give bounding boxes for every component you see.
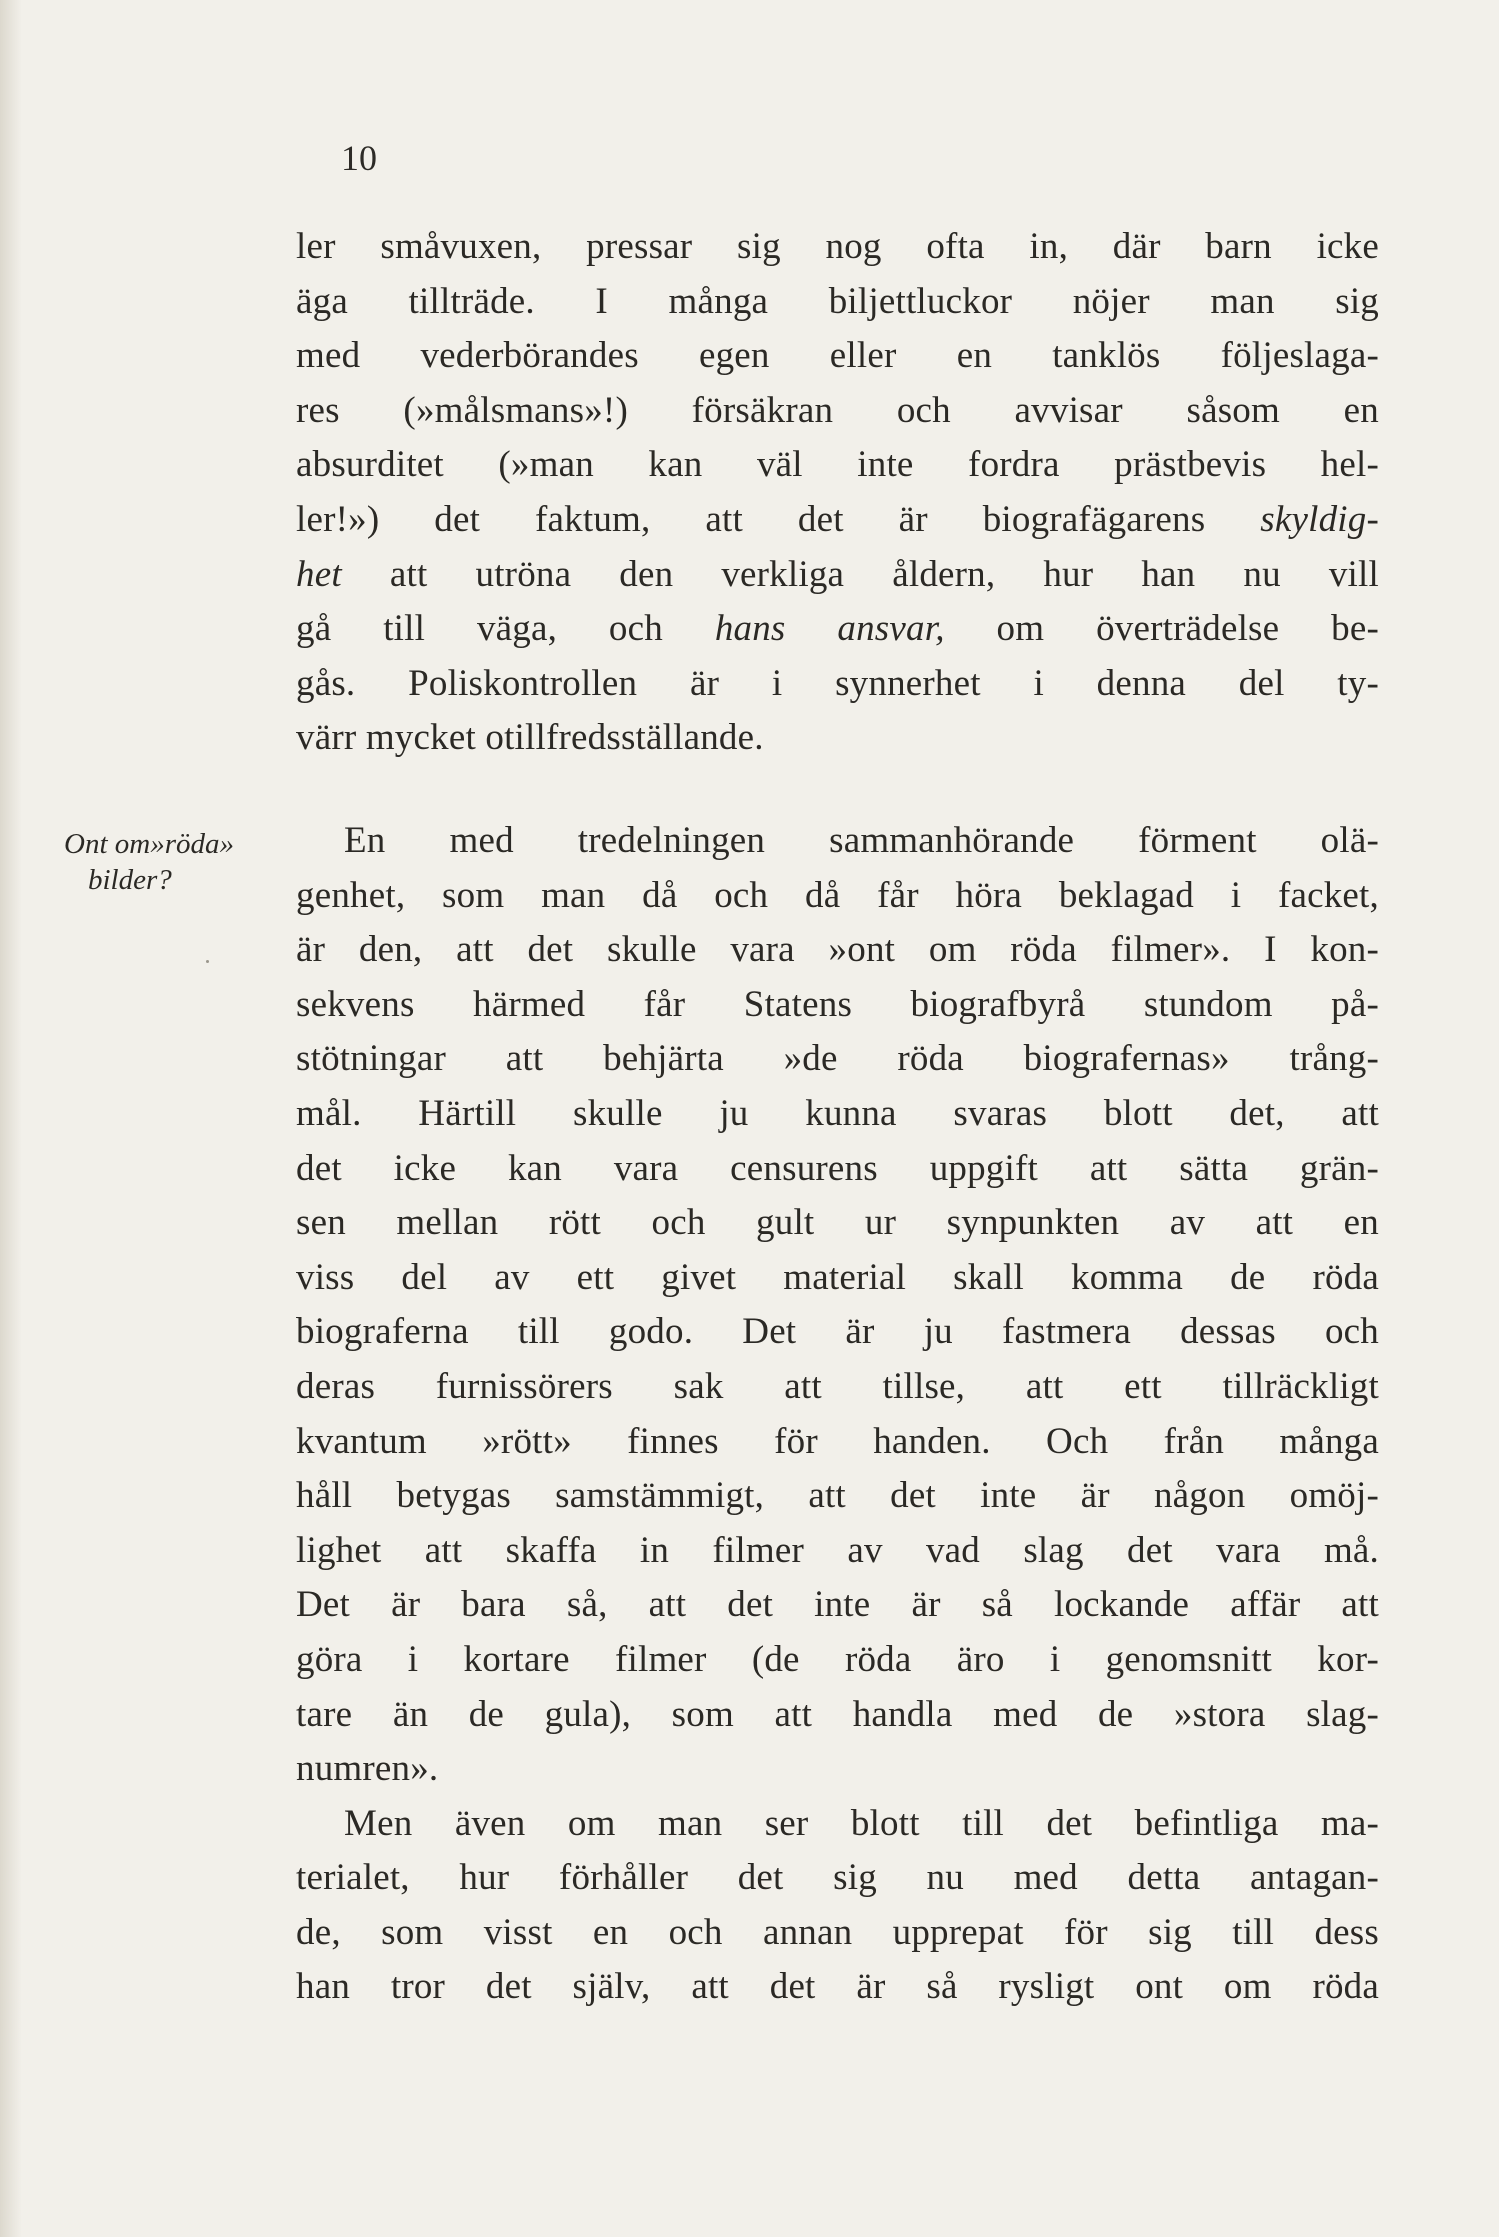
text-line: göra i kortare filmer (de röda äro i genomsnitt kor-: [296, 1638, 1379, 1680]
text-line: tare än de gula), som att handla med de »stora slag-: [296, 1693, 1379, 1735]
italic-emphasis: hans ansvar,: [714, 608, 945, 650]
text-line: det icke kan vara censurens uppgift att sätta grän-: [296, 1147, 1379, 1189]
text-run: om överträdelse be-: [944, 608, 1379, 650]
text-line: kvantum »rött» finnes för handen. Och från många: [296, 1420, 1379, 1462]
paragraph-1: [296, 220, 1379, 766]
text-line: absurditet (»man kan väl inte fordra prästbevis hel-: [296, 444, 1379, 486]
text-line: äga tillträde. I många biljettluckor nöjer man sig: [296, 280, 1379, 322]
text-line: Men även om man ser blott till det befintliga ma-: [344, 1802, 1379, 1844]
text-line: är den, att det skulle vara »ont om röda filmer». I kon-: [296, 929, 1379, 971]
text-line: En med tredelningen sammanhörande förment olä-: [344, 820, 1379, 861]
text-line: stötningar att behjärta »de röda biografernas» trång-: [296, 1038, 1379, 1080]
text-line: de, som visst en och annan upprepat för sig till dess: [296, 1911, 1379, 1953]
text-line: gås. Poliskontrollen är i synnerhet i denna del ty-: [296, 662, 1379, 704]
text-line: mål. Härtill skulle ju kunna svaras blott det, att: [296, 1092, 1379, 1134]
text-run: att utröna den verkliga åldern, hur han nu vill: [341, 553, 1379, 595]
text-line: numren».: [296, 1748, 439, 1790]
text-line: biograferna till godo. Det är ju fastmera dessas och: [296, 1311, 1379, 1353]
text-line: [296, 602, 1379, 657]
text-run: ler!») det faktum, att det är biografägarens: [296, 498, 1261, 540]
paragraph-2-and-3: [296, 814, 1379, 2015]
text-line: sekvens härmed får Statens biografbyrå stundom på-: [296, 983, 1379, 1025]
text-line: ler småvuxen, pressar sig nog ofta in, där barn icke: [296, 226, 1379, 267]
italic-emphasis: skyldig-: [1260, 498, 1379, 540]
text-line: han tror det själv, att det är så rysligt ont om röda: [296, 1966, 1379, 2008]
text-line: deras furnissörers sak att tillse, att ett tillräckligt: [296, 1365, 1379, 1407]
text-line: genhet, som man då och då får höra beklagad i facket,: [296, 874, 1379, 916]
italic-emphasis: het: [296, 553, 342, 595]
text-line: håll betygas samstämmigt, att det inte är någon omöj-: [296, 1475, 1379, 1517]
text-line: viss del av ett givet material skall komma de röda: [296, 1256, 1379, 1298]
margin-note-line: bilder?: [88, 864, 172, 896]
page-edge-shadow: [0, 0, 22, 2237]
text-line: värr mycket otillfredsställande.: [296, 717, 764, 759]
text-run: gå till väga, och: [296, 608, 715, 650]
margin-note-line: Ont om»röda»: [64, 828, 234, 860]
text-line: med vederbörandes egen eller en tanklös följeslaga-: [296, 335, 1379, 377]
text-line: lighet att skaffa in filmer av vad slag det vara må.: [296, 1529, 1379, 1571]
margin-note: [64, 826, 294, 898]
page-number: 10: [341, 138, 377, 178]
text-line: res (»målsmans»!) försäkran och avvisar såsom en: [296, 389, 1379, 431]
text-line: terialet, hur förhåller det sig nu med detta antagan-: [296, 1857, 1379, 1899]
text-line: [296, 493, 1379, 548]
text-line: [296, 548, 1379, 603]
paper-speck: [206, 960, 209, 963]
text-line: Det är bara så, att det inte är så lockande affär att: [296, 1584, 1379, 1626]
text-line: sen mellan rött och gult ur synpunkten av att en: [296, 1202, 1379, 1244]
